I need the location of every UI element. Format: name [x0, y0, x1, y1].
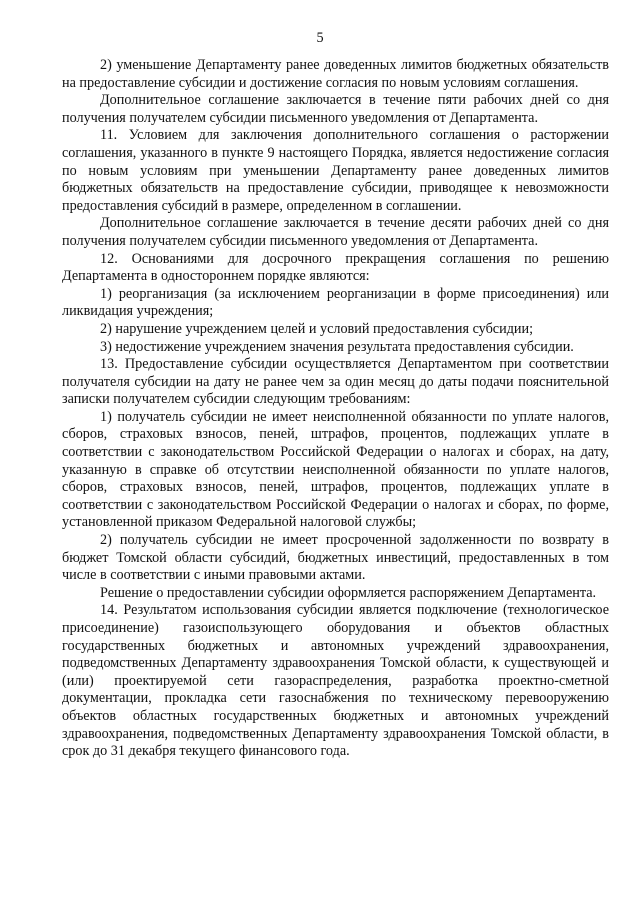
paragraph: 3) недостижение учреждением значения результата предоставления субсидии.	[100, 338, 574, 355]
page-number: 5	[316, 30, 324, 46]
paragraph: Дополнительное соглашение заключается в течение десяти рабочих дней со дня получения получателем субсидии письменного уведомления от Департамента.	[62, 215, 609, 249]
paragraph: 1) получатель субсидии не имеет неисполненной обязанности по уплате налогов, сборов, страховых взносов, пеней, штрафов, процентов, подлежащих уплате в соответствии с законодательством Российской Федерации о налогах и сборах, на дату, указанную в справке об отсутствии неисполненной обязанности по уплате налогов, сборов, страховых взносов, пеней, штрафов, процентов, подлежащих уплате в соответствии с законодательством Российской Федерации о налогах и сборах, по форме, установленной приказом Федеральной налоговой службы;	[62, 408, 609, 531]
paragraph: 12. Основаниями для досрочного прекращения соглашения по решению Департамента в одностороннем порядке являются:	[62, 250, 609, 285]
paragraph: Решение о предоставлении субсидии оформляется распоряжением Департамента.	[100, 584, 597, 601]
paragraph: 2) уменьшение Департаменту ранее доведенных лимитов бюджетных обязательств на предоставление субсидии и достижение согласия по новым условиям соглашения.	[62, 57, 609, 91]
paragraph: 14. Результатом использования субсидии является подключение (технологическое присоединение) газоиспользующего оборудования и объектов областных государственных бюджетных и автономных учреждений здравоохранения, подведомственных Департаменту здравоохранения Томской области, к существующей и (или) проектируемой сети газораспределения, разработка проектно-сметной документации, прокладка сети газоснабжения по техническому перевооружению объектов областных государственных бюджетных и автономных учреждений здравоохранения, подведомственных Департаменту здравоохранения Томской области, в срок до 31 декабря текущего финансового года.	[62, 602, 609, 760]
paragraph: 11. Условием для заключения дополнительного соглашения о расторжении соглашения, указанного в пункте 9 настоящего Порядка, является недостижение согласия по новым условиям при уменьшении Департаменту ранее доведенных лимитов бюджетных обязательств на предоставление субсидии, приводящее к невозможности предоставления субсидий в размере, определенном в соглашении.	[62, 127, 609, 214]
paragraph: 2) получатель субсидии не имеет просроченной задолженности по возврату в бюджет Томской области субсидий, бюджетных инвестиций, предоставленных в том числе в соответствии с иными правовыми актами.	[62, 532, 609, 584]
paragraph: 2) нарушение учреждением целей и условий предоставления субсидии;	[100, 320, 534, 337]
document-body	[62, 57, 609, 761]
paragraph: 1) реорганизация (за исключением реорганизации в форме присоединения) или ликвидация учреждения;	[62, 285, 609, 320]
paragraph: 13. Предоставление субсидии осуществляется Департаментом при соответствии получателя субсидии на дату не ранее чем за один месяц до даты подачи пояснительной записки получателем субсидии следующим требованиям:	[62, 356, 609, 408]
paragraph: Дополнительное соглашение заключается в течение пяти рабочих дней со дня получения получателем субсидии письменного уведомления от Департамента.	[62, 92, 609, 126]
